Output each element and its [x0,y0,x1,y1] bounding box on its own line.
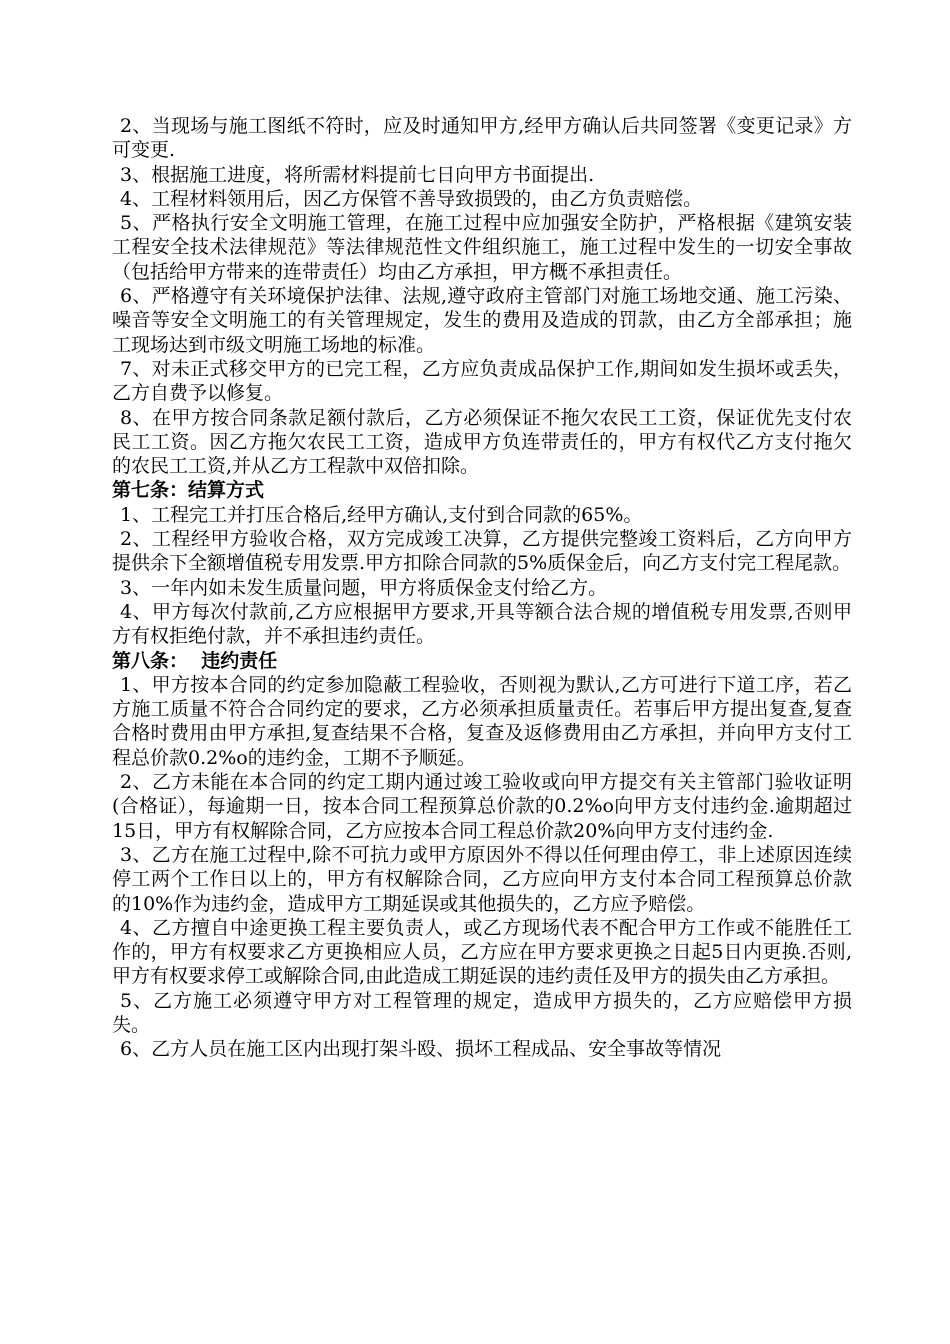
clause-6-3: 3、根据施工进度，将所需材料提前七日向甲方书面提出. [120,163,595,186]
clause-8-1: 1、甲方按本合同的约定参加隐蔽工程验收，否则视为默认,乙方可进行下道工序，若乙方施工质量不符合合同约定的要求，乙方必须承担质量责任。若事后甲方提出复查,复查合格时费用由甲方承担,复查结果不合格，复查及返修费用由乙方承担，并向甲方支付工程总价款0.2%o的违约金，工期不予顺延。 [112,673,852,769]
clause-6-4: 4、工程材料领用后，因乙方保管不善导致损毁的，由乙方负责赔偿。 [120,187,703,210]
clause-6-7: 7、对未正式移交甲方的已完工程，乙方应负责成品保护工作,期间如发生损坏或丢失，乙方自费予以修复。 [112,357,852,405]
clause-8-6: 6、乙方人员在施工区内出现打架斗殴、损坏工程成品、安全事故等情况 [120,1038,722,1061]
clause-6-5: 5、严格执行安全文明施工管理，在施工过程中应加强安全防护，严格根据《建筑安装工程安全技术法律规范》等法律规范性文件组织施工，施工过程中发生的一切安全事故（包括给甲方带来的连带责任）均由乙方承担，甲方概不承担责任。 [112,212,852,283]
clause-8-4: 4、乙方擅自中途更换工程主要负责人，或乙方现场代表不配合甲方工作或不能胜任工作的，甲方有权要求乙方更换相应人员，乙方应在甲方要求更换之日起5日内更换.否则,甲方有权要求停工或解除合同,由此造成工期延误的违约责任及甲方的损失由乙方承担。 [112,916,852,988]
clause-8-2: 2、乙方未能在本合同的约定工期内通过竣工验收或向甲方提交有关主管部门验收证明(合格证），每逾期一日，按本合同工程预算总价款的0.2%o向甲方支付违约金.逾期超过15日，甲方有权解除合同，乙方应按本合同工程总价款20%向甲方支付违约金. [112,771,852,842]
clause-8-5: 5、乙方施工必须遵守甲方对工程管理的规定，造成甲方损失的，乙方应赔偿甲方损失。 [112,989,852,1036]
clause-7-2: 2、工程经甲方验收合格，双方完成竣工决算，乙方提供完整竣工资料后，乙方向甲方提供余下全额增值税专用发票.甲方扣除合同款的5%质保金后，向乙方支付完工程尾款。 [112,528,852,575]
clause-7-4: 4、甲方每次付款前,乙方应根据甲方要求,开具等额合法合规的增值税专用发票,否则甲方有权拒绝付款，并不承担违约责任。 [112,600,852,648]
article-8-heading: 第八条： 违约责任 [112,649,278,672]
clause-6-6: 6、严格遵守有关环境保护法律、法规,遵守政府主管部门对施工场地交通、施工污染、噪音等安全文明施工的有关管理规定，发生的费用及造成的罚款，由乙方全部承担；施工现场达到市级文明施工场地的标准。 [112,285,852,356]
clause-7-1: 1、工程完工并打压合格后,经甲方确认,支付到合同款的65%。 [120,503,643,526]
clause-6-2: 2、当现场与施工图纸不符时，应及时通知甲方,经甲方确认后共同签署《变更记录》方可变更. [112,115,852,162]
contract-page [112,114,852,1062]
article-7-heading: 第七条：结算方式 [112,479,265,502]
clause-7-3: 3、一年内如未发生质量问题，甲方将质保金支付给乙方。 [120,576,608,599]
clause-6-8: 8、在甲方按合同条款足额付款后，乙方必须保证不拖欠农民工工资，保证优先支付农民工工资。因乙方拖欠农民工工资，造成甲方负连带责任的，甲方有权代乙方支付拖欠的农民工工资,并从乙方工程款中双倍扣除。 [112,406,852,478]
clause-8-3: 3、乙方在施工过程中,除不可抗力或甲方原因外不得以任何理由停工，非上述原因连续停工两个工作日以上的，甲方有权解除合同，乙方应向甲方支付本合同工程预算总价款的10%作为违约金，造成甲方工期延误或其他损失的，乙方应予赔偿。 [112,843,852,915]
